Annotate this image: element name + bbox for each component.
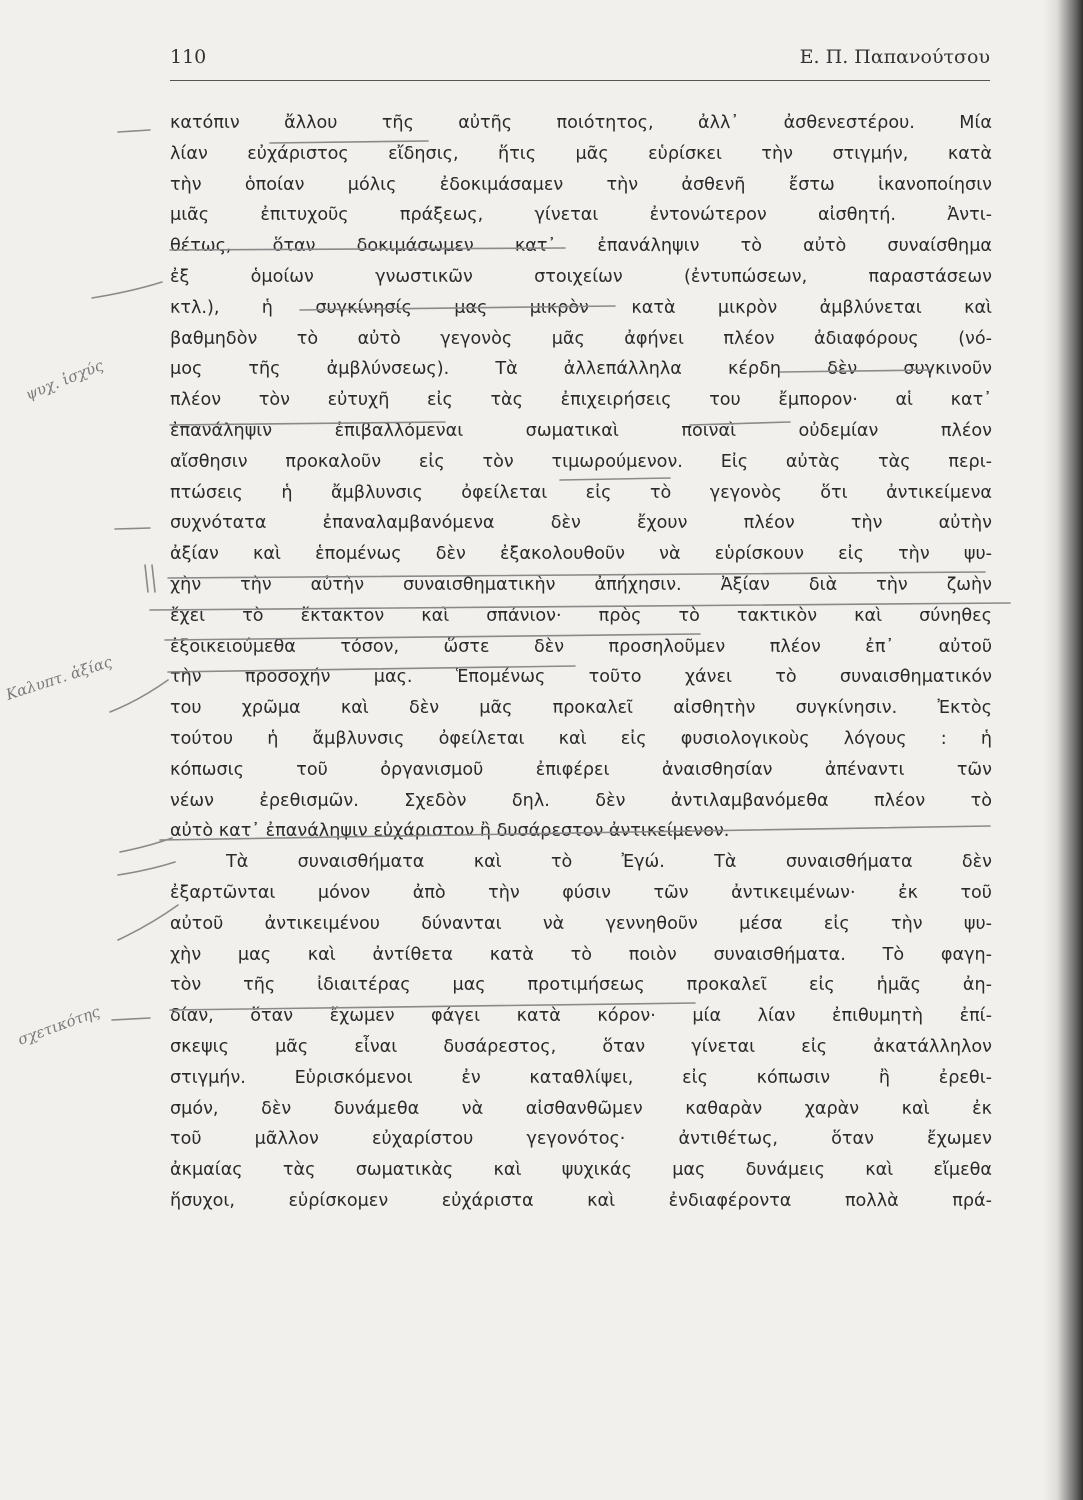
margin-handwritten-note: Καλυπτ. ἀξίας bbox=[3, 652, 115, 704]
book-gutter-shadow bbox=[1043, 0, 1083, 1500]
text-line: πτώσεις ἡ ἄμβλυνσις ὀφείλεται εἰς τὸ γεγονὸς ὅτι ἀντικείμενα bbox=[170, 482, 992, 503]
text-line: αἴσθησιν προκαλοῦν εἰς τὸν τιμωρούμενον. Εἰς αὐτὰς τὰς περι- bbox=[170, 451, 992, 472]
margin-slash-mark bbox=[118, 905, 178, 940]
text-line: κτλ.), ἡ συγκίνησίς μας μικρὸν κατὰ μικρὸν ἀμβλύνεται καὶ bbox=[170, 297, 992, 318]
text-line: θέτως, ὅταν δοκιμάσωμεν κατ᾽ ἐπανάληψιν τὸ αὐτὸ συναίσθημα bbox=[170, 236, 992, 257]
margin-handwritten-note: σχετικότης bbox=[15, 1002, 103, 1049]
text-line: χὴν μας καὶ ἀντίθετα κατὰ τὸ ποιὸν συναισθήματα. Τὸ φαγη- bbox=[170, 944, 992, 965]
text-line: κατόπιν ἄλλου τῆς αὐτῆς ποιότητος, ἀλλ᾽ ἀσθενεστέρου. Μία bbox=[170, 113, 992, 133]
margin-slash-mark bbox=[92, 282, 162, 298]
text-line: χὴν τὴν αὐτὴν συναισθηματικὴν ἀπήχησιν. Ἀξίαν διὰ τὴν ζωὴν bbox=[170, 574, 992, 595]
text-line: λίαν εὐχάριστος εἴδησις, ἥτις μᾶς εὑρίσκει τὴν στιγμήν, κατὰ bbox=[170, 143, 992, 164]
margin-stroke-mark bbox=[120, 838, 172, 852]
text-line: σκεψις μᾶς εἶναι δυσάρεστος, ὅταν γίνεται εἰς ἀκατάλληλον bbox=[170, 1036, 992, 1057]
text-line: πλέον τὸν εὐτυχῆ εἰς τὰς ἐπιχειρήσεις του ἔμπορον· αἱ κατ᾽ bbox=[170, 390, 992, 411]
margin-slash-mark bbox=[110, 680, 168, 712]
text-line: τὴν ὁποίαν μόλις ἐδοκιμάσαμεν τὴν ἀσθενῆ ἔστω ἱκανοποίησιν bbox=[170, 174, 992, 195]
text-line: ἀκμαίας τὰς σωματικὰς καὶ ψυχικάς μας δυνάμεις καὶ εἴμεθα bbox=[170, 1160, 992, 1181]
text-line: σμόν, δὲν δυνάμεθα νὰ αἰσθανθῶμεν καθαρὰν χαρὰν καὶ ἐκ bbox=[170, 1098, 992, 1119]
text-line: ἐξαρτῶνται μόνον ἀπὸ τὴν φύσιν τῶν ἀντικειμένων· ἐκ τοῦ bbox=[170, 882, 992, 903]
text-line: δίαν, ὅταν ἔχωμεν φάγει κατὰ κόρον· μία λίαν ἐπιθυμητὴ ἐπί- bbox=[170, 1006, 992, 1027]
text-line: αὐτοῦ ἀντικειμένου δύνανται νὰ γεννηθοῦν μέσα εἰς τὴν ψυ- bbox=[170, 913, 992, 934]
running-head: Ε. Π. Παπανούτσου bbox=[799, 46, 990, 68]
margin-dash-mark bbox=[118, 130, 150, 132]
text-line: ἔχει τὸ ἔκτακτον καὶ σπάνιον· πρὸς τὸ τακτικὸν καὶ σύνηθες bbox=[170, 605, 992, 626]
text-line: ἐξ ὁμοίων γνωστικῶν στοιχείων (ἐντυπώσεων, παραστάσεων bbox=[170, 266, 992, 287]
text-line: ἀξίαν καὶ ἑπομένως δὲν ἐξακολουθοῦν νὰ εὑρίσκουν εἰς τὴν ψυ- bbox=[170, 544, 992, 565]
text-line: νέων ἐρεθισμῶν. Σχεδὸν δηλ. δὲν ἀντιλαμβανόμεθα πλέον τὸ bbox=[170, 790, 992, 811]
page-header bbox=[170, 44, 990, 81]
text-line: αὐτὸ κατ᾽ ἐπανάληψιν εὐχάριστον ἢ δυσάρεστον ἀντικείμενον. bbox=[170, 821, 730, 842]
margin-dash-mark bbox=[115, 528, 150, 529]
text-line: τὴν προσοχήν μας. Ἑπομένως τοῦτο χάνει τὸ συναισθηματικόν bbox=[170, 667, 992, 688]
text-line: του χρῶμα καὶ δὲν μᾶς προκαλεῖ αἰσθητὴν συγκίνησιν. Ἐκτὸς bbox=[170, 698, 992, 719]
margin-dash-mark bbox=[112, 1018, 150, 1020]
body-text bbox=[170, 108, 992, 1217]
text-line: ἥσυχοι, εὑρίσκομεν εὐχάριστα καὶ ἐνδιαφέροντα πολλὰ πρά- bbox=[170, 1190, 992, 1211]
text-line: τούτου ἡ ἄμβλυνσις ὀφείλεται καὶ εἰς φυσιολογικοὺς λόγους : ἡ bbox=[170, 728, 992, 749]
text-line: συχνότατα ἐπαναλαμβανόμενα δὲν ἔχουν πλέον τὴν αὐτὴν bbox=[170, 513, 992, 534]
text-line: μιᾶς ἐπιτυχοῦς πράξεως, γίνεται ἐντονώτερον αἰσθητή. Ἀντι- bbox=[170, 205, 992, 226]
margin-handwritten-note: ψυχ. ἰσχύς bbox=[22, 356, 106, 404]
margin-double-bar-mark bbox=[145, 565, 155, 592]
text-line: στιγμήν. Εὑρισκόμενοι ἐν καταθλίψει, εἰς κόπωσιν ἢ ἐρεθι- bbox=[170, 1067, 992, 1088]
text-line: κόπωσις τοῦ ὀργανισμοῦ ἐπιφέρει ἀναισθησίαν ἀπέναντι τῶν bbox=[170, 759, 992, 780]
section-heading-line: Τὰ συναισθήματα καὶ τὸ Ἐγώ. Τὰ συναισθήματα δὲν bbox=[226, 852, 992, 873]
text-line: τοῦ μᾶλλον εὐχαρίστου γεγονότος· ἀντιθέτως, ὅταν ἔχωμεν bbox=[170, 1129, 992, 1150]
text-line: μος τῆς ἀμβλύνσεως). Τὰ ἀλλεπάλληλα κέρδη δὲν συγκινοῦν bbox=[170, 359, 992, 380]
page-number: 110 bbox=[170, 46, 207, 68]
text-line: βαθμηδὸν τὸ αὐτὸ γεγονὸς μᾶς ἀφήνει πλέον ἀδιαφόρους (νό- bbox=[170, 328, 992, 349]
text-line: τὸν τῆς ἰδιαιτέρας μας προτιμήσεως προκαλεῖ εἰς ἡμᾶς ἀη- bbox=[170, 975, 992, 996]
text-line: ἐπανάληψιν ἐπιβαλλόμεναι σωματικαὶ ποιναὶ οὐδεμίαν πλέον bbox=[170, 420, 992, 441]
text-line: ἐξοικειούμεθα τόσον, ὥστε δὲν προσηλοῦμεν πλέον ἐπ᾽ αὐτοῦ bbox=[170, 636, 992, 657]
margin-stroke-mark bbox=[118, 862, 175, 875]
